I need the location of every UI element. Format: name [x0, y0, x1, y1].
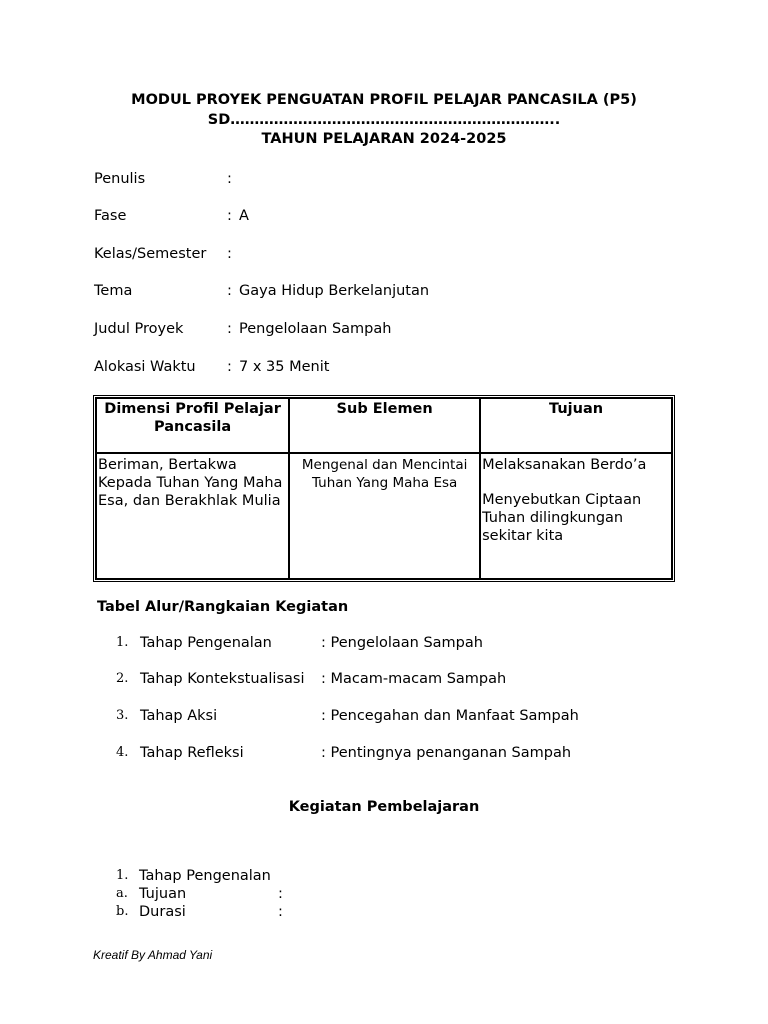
info-label: Tema	[94, 283, 133, 299]
sub-separator: :	[278, 904, 283, 920]
sub-separator: :	[278, 886, 283, 902]
alur-title: Tabel Alur/Rangkaian Kegiatan	[97, 599, 349, 615]
step-value: : Pengelolaan Sampah	[321, 635, 483, 651]
cell-tujuan	[480, 453, 672, 579]
tujuan-spacer	[482, 474, 670, 491]
info-separator: :	[227, 321, 232, 337]
step-label: Tahap Pengenalan	[139, 868, 271, 884]
header-dimensi: Dimensi Profil Pelajar Pancasila	[96, 398, 289, 453]
tujuan-item: Melaksanakan Berdo’a	[482, 457, 647, 473]
sub-label: Tujuan	[139, 886, 187, 902]
step-number: 1.	[116, 868, 129, 883]
table-header-row	[96, 398, 672, 453]
info-value: A	[239, 208, 249, 224]
info-value: Gaya Hidup Berkelanjutan	[239, 283, 430, 299]
step-number: 1.	[116, 635, 129, 650]
info-separator: :	[227, 246, 232, 262]
header-tujuan: Tujuan	[480, 398, 672, 453]
step-value: : Macam-macam Sampah	[321, 671, 507, 687]
step-label: Tahap Aksi	[140, 708, 218, 724]
step-value: : Pencegahan dan Manfaat Sampah	[321, 708, 579, 724]
step-number: 3.	[116, 708, 129, 723]
info-separator: :	[227, 171, 232, 187]
info-label: Kelas/Semester	[94, 246, 207, 262]
cell-dimensi: Beriman, Bertakwa Kepada Tuhan Yang Maha Esa, dan Berakhlak Mulia	[96, 453, 289, 579]
info-value: 7 x 35 Menit	[239, 359, 330, 375]
sub-label: Durasi	[139, 904, 186, 920]
info-separator: :	[227, 283, 232, 299]
sub-number: a.	[116, 886, 128, 901]
step-label: Tahap Kontekstualisasi	[140, 671, 305, 687]
header-sub-elemen: Sub Elemen	[289, 398, 480, 453]
kegiatan-title: Kegiatan Pembelajaran	[288, 799, 480, 815]
info-separator: :	[227, 208, 232, 224]
step-number: 4.	[116, 745, 129, 760]
academic-year: TAHUN PELAJARAN 2024-2025	[261, 131, 507, 147]
tujuan-item: Menyebutkan Ciptaan Tuhan dilingkungan sekitar kita	[482, 492, 642, 544]
step-label: Tahap Pengenalan	[140, 635, 272, 651]
module-title: MODUL PROYEK PENGUATAN PROFIL PELAJAR PANCASILA (P5)	[131, 92, 637, 108]
table-row	[96, 453, 672, 579]
info-separator: :	[227, 359, 232, 375]
sub-number: b.	[116, 904, 129, 919]
school-name: SD…………………………………………………………..	[207, 112, 561, 128]
footer-credit: Kreatif By Ahmad Yani	[93, 948, 213, 962]
info-value: Pengelolaan Sampah	[239, 321, 392, 337]
info-label: Fase	[94, 208, 127, 224]
step-number: 2.	[116, 671, 129, 686]
cell-sub-elemen: Mengenal dan Mencintai Tuhan Yang Maha Esa	[289, 453, 480, 579]
profil-table	[93, 395, 675, 582]
info-label: Alokasi Waktu	[94, 359, 196, 375]
info-label: Penulis	[94, 171, 146, 187]
step-label: Tahap Refleksi	[140, 745, 244, 761]
step-value: : Pentingnya penanganan Sampah	[321, 745, 572, 761]
info-label: Judul Proyek	[94, 321, 184, 337]
